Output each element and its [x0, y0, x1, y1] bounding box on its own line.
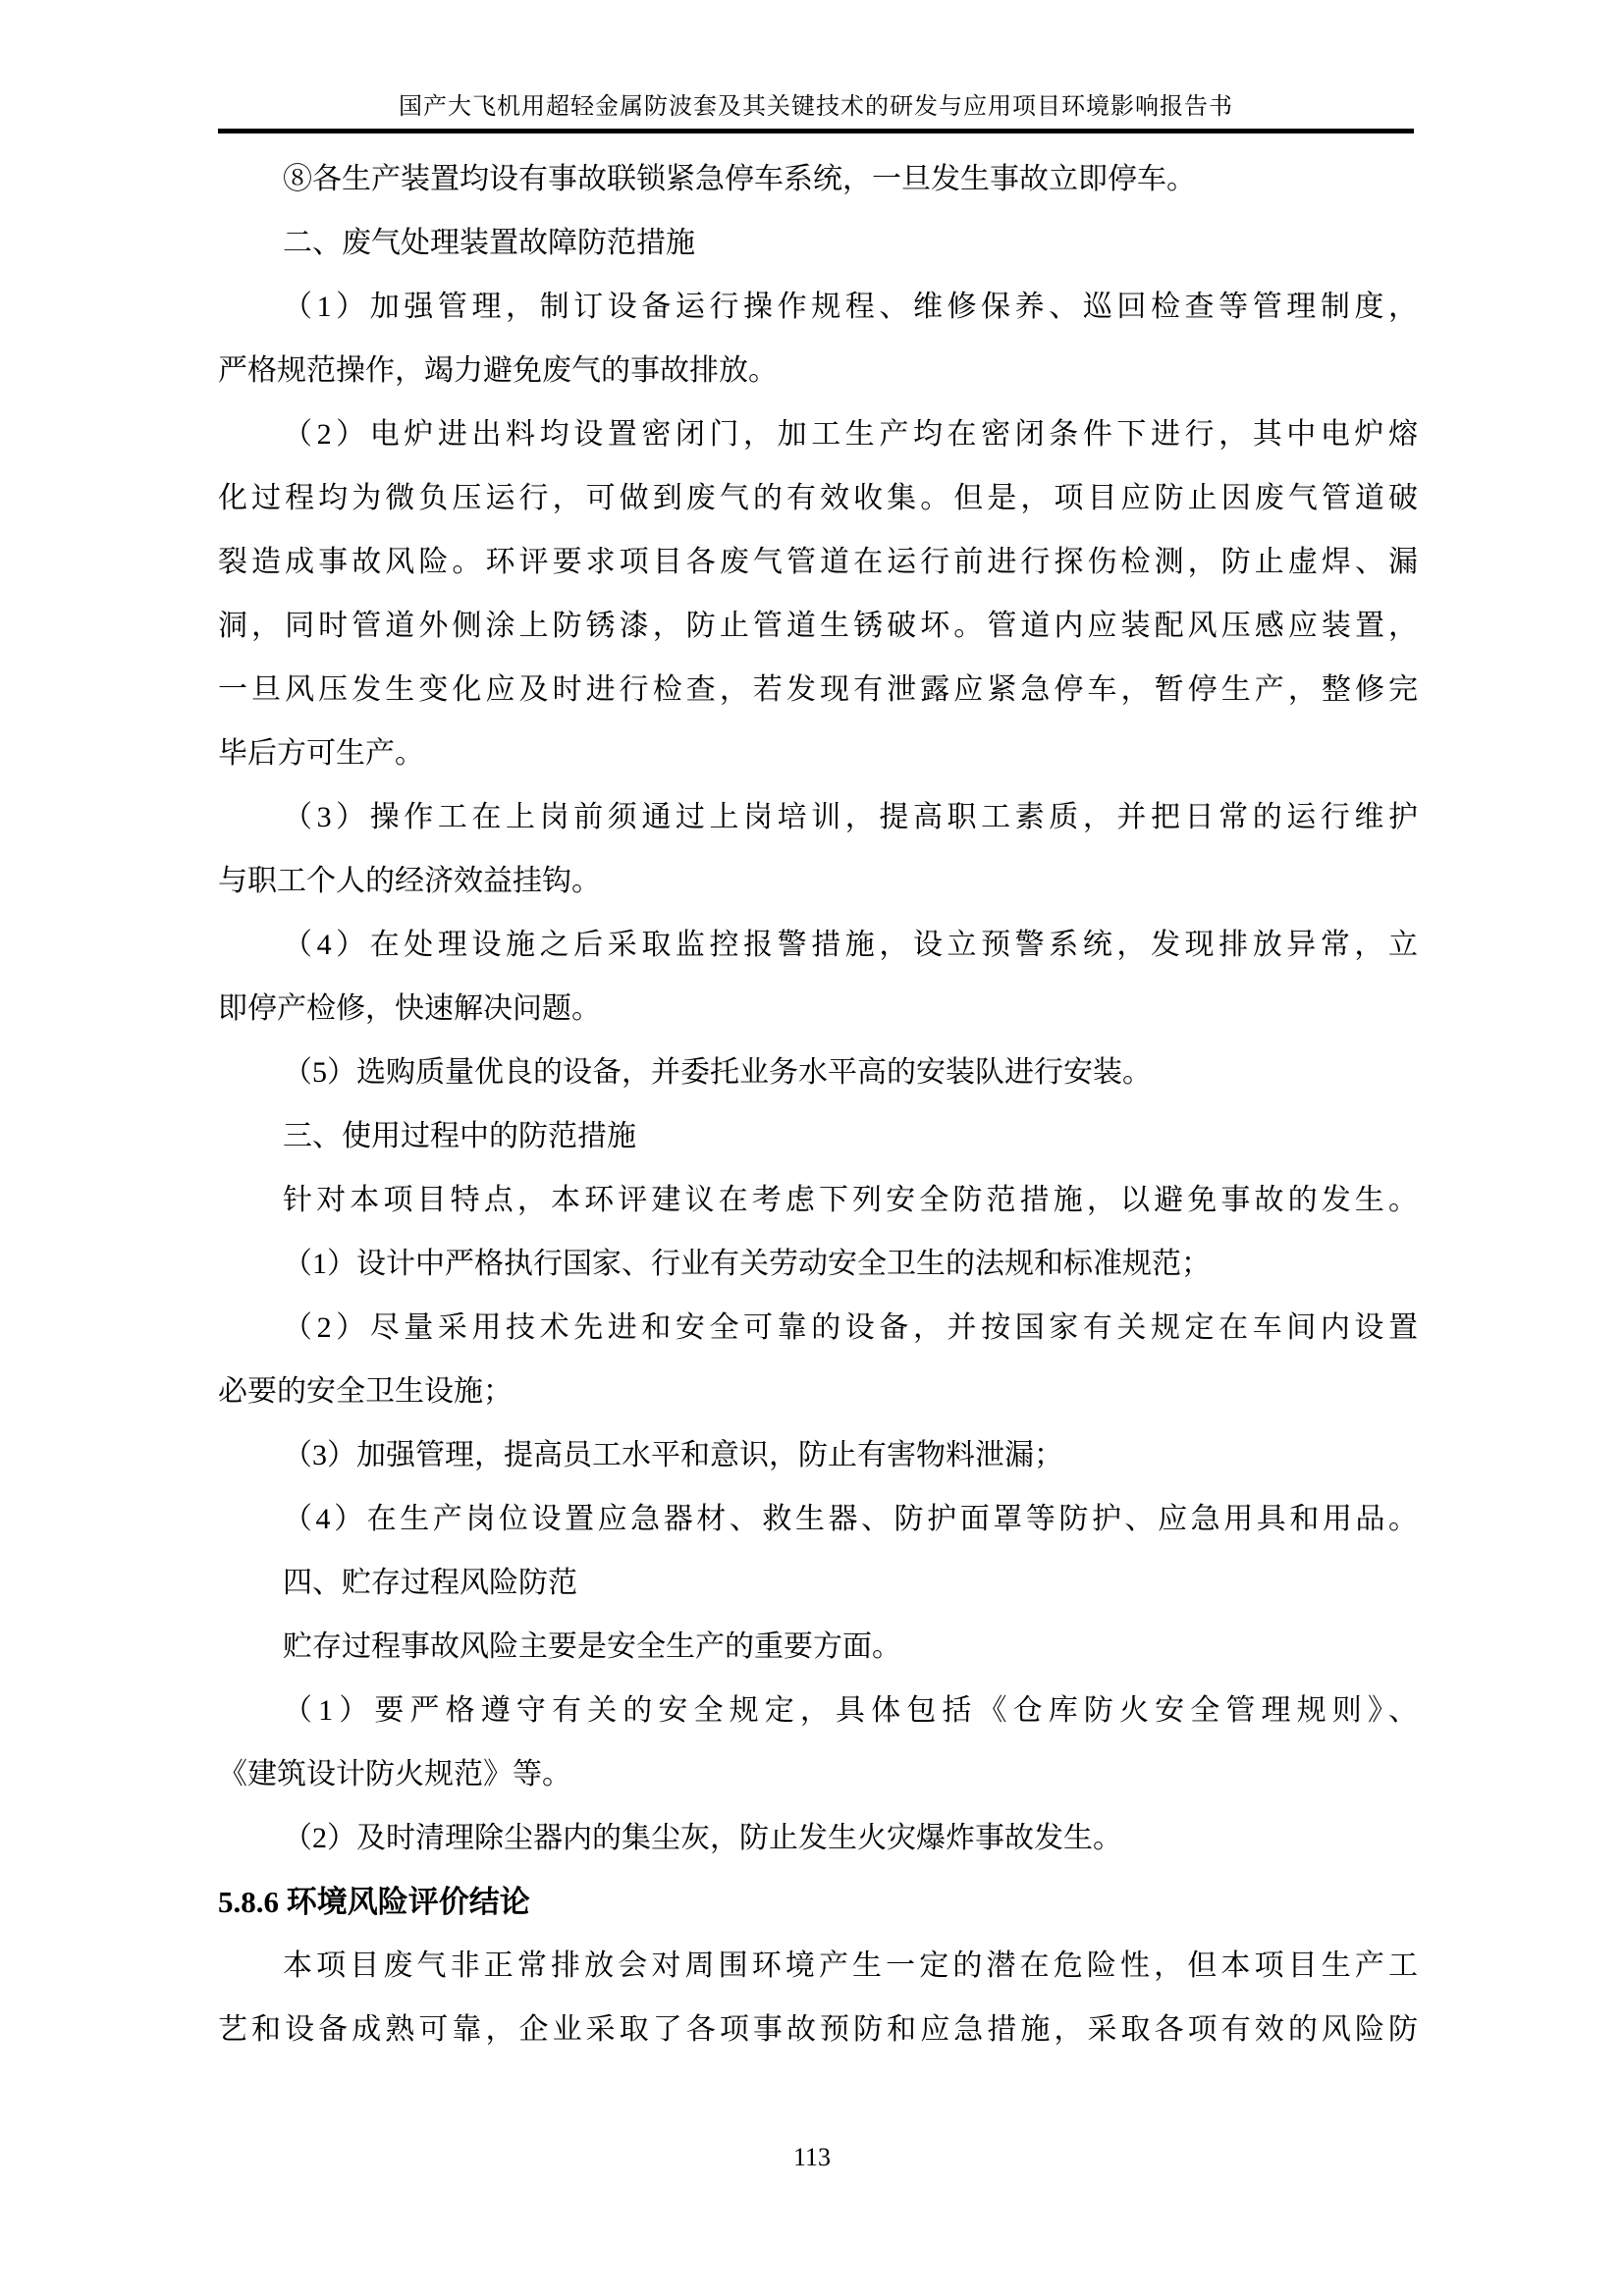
header-rule: [218, 129, 1414, 133]
text-line: 本项目废气非正常排放会对周围环境产生一定的潜在危险性，但本项目生产工: [283, 1949, 1418, 1982]
text-line: 针对本项目特点，本环评建议在考虑下列安全防范措施，以避免事故的发生。: [283, 1184, 1418, 1216]
text-line: （3）加强管理，提高员工水平和意识，防止有害物料泄漏；: [283, 1439, 1063, 1471]
text-line: 5.8.6 环境风险评价结论: [218, 1885, 530, 1919]
document-body: [218, 147, 1418, 2061]
text-line: 裂造成事故风险。环评要求项目各废气管道在运行前进行探伤检测，防止虚焊、漏: [218, 546, 1418, 578]
text-line: 洞，同时管道外侧涂上防锈漆，防止管道生锈破坏。管道内应装配风压感应装置，: [218, 610, 1418, 642]
text-line: 艺和设备成熟可靠，企业采取了各项事故预防和应急措施，采取各项有效的风险防: [218, 2013, 1418, 2046]
text-line: 一旦风压发生变化应及时进行检查，若发现有泄露应紧急停车，暂停生产，整修完: [218, 673, 1418, 706]
text-line: 严格规范操作，竭力避免废气的事故排放。: [218, 354, 778, 387]
text-line: （5）选购质量优良的设备，并委托业务水平高的安装队进行安装。: [283, 1056, 1152, 1089]
text-line: （2）电炉进出料均设置密闭门，加工生产均在密闭条件下进行，其中电炉熔: [283, 418, 1418, 451]
page-number: 113: [792, 2143, 832, 2171]
text-line: 二、废气处理装置故障防范措施: [283, 227, 695, 259]
text-line: 贮存过程事故风险主要是安全生产的重要方面。: [283, 1630, 901, 1663]
text-line: （1）加强管理，制订设备运行操作规程、维修保养、巡回检查等管理制度，: [283, 291, 1418, 323]
text-line: （2）尽量采用技术先进和安全可靠的设备，并按国家有关规定在车间内设置: [283, 1311, 1418, 1344]
text-line: 化过程均为微负压运行，可做到废气的有效收集。但是，项目应防止因废气管道破: [218, 482, 1418, 514]
text-line: 三、使用过程中的防范措施: [283, 1120, 636, 1152]
text-line: （3）操作工在上岗前须通过上岗培训，提高职工素质，并把日常的运行维护: [283, 801, 1418, 833]
text-line: （1）设计中严格执行国家、行业有关劳动安全卫生的法规和标准规范；: [283, 1248, 1211, 1280]
text-line: 与职工个人的经济效益挂钩。: [218, 865, 601, 897]
page-header-title: 国产大飞机用超轻金属防波套及其关键技术的研发与应用项目环境影响报告书: [399, 94, 1233, 120]
text-line: （4）在生产岗位设置应急器材、救生器、防护面罩等防护、应急用具和用品。: [283, 1503, 1418, 1535]
text-line: ⑧各生产装置均设有事故联锁紧急停车系统，一旦发生事故立即停车。: [283, 163, 1196, 195]
text-line: 即停产检修，快速解决问题。: [218, 992, 601, 1025]
text-line: 四、贮存过程风险防范: [283, 1567, 577, 1599]
text-line: （1）要严格遵守有关的安全规定，具体包括《仓库防火安全管理规则》、: [283, 1694, 1418, 1727]
text-line: 必要的安全卫生设施；: [218, 1375, 513, 1408]
text-line: 毕后方可生产。: [218, 737, 424, 770]
text-line: 《建筑设计防火规范》等。: [218, 1758, 571, 1790]
text-line: （4）在处理设施之后采取监控报警措施，设立预警系统，发现排放异常，立: [283, 929, 1418, 961]
text-line: （2）及时清理除尘器内的集尘灰，防止发生火灾爆炸事故发生。: [283, 1822, 1122, 1854]
